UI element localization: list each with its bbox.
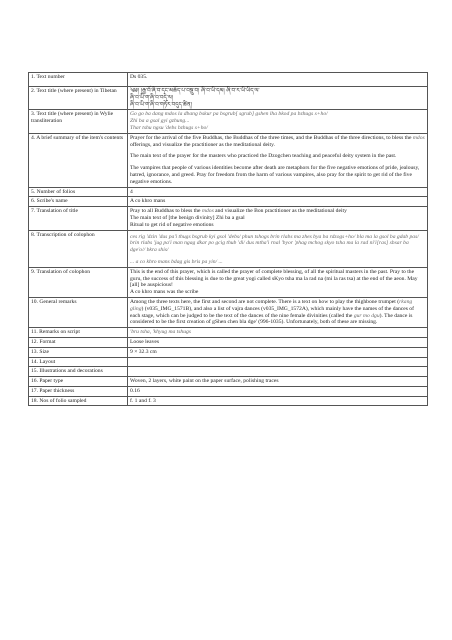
- row-folios: [29, 187, 428, 197]
- value-text-number: Ds 035.: [128, 73, 428, 87]
- value-colophon: [128, 230, 428, 267]
- row-translation-title: [29, 207, 428, 230]
- remarks-text: Among the three texts here, the first and second are not complete. There is a text on how to play the thighbone trumpet (: [130, 298, 400, 305]
- value-scribe: A co khro mans: [128, 197, 428, 207]
- value-folios: 4: [128, 187, 428, 197]
- row-text-number: [29, 73, 428, 87]
- wylie-line-2: Zhi ba a gsal gyi gzhung...: [130, 118, 190, 125]
- tibetan-line-1: ༄༅། །རྒྱ་བོ་ཞི་བ་དང་མཆོད་པ་བསྡུ་བ། ཞི་བ་ཡི་དམ། ཞི་བ་ར་ཡི་ཡིད་ལ་: [130, 88, 260, 94]
- value-format: Loose leaves: [128, 337, 428, 347]
- label-summary: 4. A brief summary of the item's contents: [29, 133, 128, 187]
- summary-text: offerings, and visualize the practitioner as the meditational deity.: [130, 141, 275, 148]
- row-folio-sampled: [29, 396, 428, 406]
- tibetan-line-2: ཞི་བ་ཡི་ག་ཞི་བ་བདེ་ལ།: [130, 94, 173, 101]
- summary-paragraph-3: The vampires that people of various identities become after death are metaphors for the five negative emotions of pride, jealousy, hatred, ignorance, and greed. Pray for freedom from the harm of various vampires, also pray for the spirit to get rid of the five negative emotions.: [130, 165, 420, 185]
- label-colophon-translation: 9. Translation of colophon: [29, 267, 128, 297]
- summary-paragraph-2: The main text of the prayer for the masters who practiced the Dzogchen teaching and peaceful deity system in the past.: [130, 153, 397, 160]
- catalogue-sheet: [28, 72, 428, 406]
- value-folio-sampled: f. 1 and f. 3: [128, 396, 428, 406]
- value-translation-title: [128, 207, 428, 230]
- summary-term: mdos: [412, 134, 425, 141]
- row-title-wylie: [29, 110, 428, 133]
- colophon-translation-paragraph-2: A co khro mans was the scribe: [130, 289, 199, 296]
- row-colophon: [29, 230, 428, 267]
- row-layout: [29, 357, 428, 367]
- label-text-number: 1. Text number: [29, 73, 128, 87]
- wylie-line-1: Go go ba dang mdos la dbang bskur pa bsgrub[ sgrub] gshen lha bkod pa bzhugs s+ho/: [130, 111, 328, 118]
- row-remarks: [29, 297, 428, 327]
- label-size: 13. Size: [29, 347, 128, 357]
- translation-text: and visualize the Bon practitioner as the meditational deity: [213, 208, 347, 215]
- label-script: 11. Remarks on script: [29, 328, 128, 338]
- label-folios: 5. Number of folios: [29, 187, 128, 197]
- value-script: 'bru tsha, 'khyug ma tshugs: [128, 328, 428, 338]
- translation-term: mdos: [201, 208, 214, 215]
- label-scribe: 6. Scribe's name: [29, 197, 128, 207]
- label-paper-thickness: 17. Paper thickness: [29, 386, 128, 396]
- summary-paragraph-1: [130, 135, 425, 149]
- remarks-text: ). The dance is considered to be the first creation of gShen chen bla dge' (996-1035). Unfortunately, both of these are missing.: [130, 312, 413, 326]
- row-illustrations: [29, 367, 428, 377]
- row-title-tibetan: [29, 87, 428, 110]
- row-colophon-translation: [29, 267, 428, 297]
- value-size: 9 × 32.3 cm: [128, 347, 428, 357]
- value-title-wylie: [128, 110, 428, 133]
- row-format: [29, 337, 428, 347]
- colophon-translation-paragraph-1: This is the end of this prayer, which is called the prayer of complete blessing, of all the spiritual masters in the past. Pray to the guru, the success of this blessing is due to the great yogi called sKyo tsha ma la rad na (mi la ras tsa) at the end of the aeon. May [all] be auspicious!: [130, 268, 418, 289]
- row-summary: [29, 133, 428, 187]
- remarks-term: gur mo dgu: [353, 312, 380, 319]
- label-translation-title: 7. Translation of title: [29, 207, 128, 230]
- remarks-term: rkang gling: [130, 298, 413, 312]
- row-script: [29, 328, 428, 338]
- label-colophon: 8. Transcription of colophon: [29, 230, 128, 267]
- translation-line-3: Ritual to get rid of negative emotions: [130, 221, 214, 228]
- value-remarks: [128, 297, 428, 327]
- row-paper-thickness: [29, 386, 428, 396]
- value-colophon-translation: [128, 267, 428, 297]
- translation-line-1: [130, 208, 425, 215]
- value-illustrations: [128, 367, 428, 377]
- colophon-paragraph-1: ces rig 'dzin 'dus pa'i thugs bsgrub kyi gsol 'debs/ phun tshogs brin rlabs ma zhes bya ba rdzogs+ho/ bla ma la gsol ba gdab pas/ brin rlabs 'jug pa'i man ngag dkar po gcig thub 'di/ dus mtha'i rnal 'byor 'phag mchog skyo tsha ma la rad ni'i[ras] sbsar ba dge'o// bkra shis/: [130, 233, 419, 254]
- label-paper-type: 16. Paper type: [29, 377, 128, 387]
- row-paper-type: [29, 377, 428, 387]
- translation-line-2: The main text of [the benign divinity] Zhi ba a gsal: [130, 214, 245, 221]
- label-title-wylie: 3. Text title (where present) in Wylie transliteration: [29, 110, 128, 133]
- row-scribe: [29, 197, 428, 207]
- summary-text: Prayer for the arrival of the five Buddhas, the Buddhas of the three times, and the Buddhas of the three directions, to bless the: [130, 134, 413, 141]
- label-remarks: 10. General remarks: [29, 297, 128, 327]
- value-paper-thickness: 0.16: [128, 386, 428, 396]
- value-paper-type: Woven, 2 layers, white paint on the paper surface, polishing traces: [128, 377, 428, 387]
- value-layout: [128, 357, 428, 367]
- label-folio-sampled: 18. Nos of folio sampled: [29, 396, 128, 406]
- label-title-tibetan: 2. Text title (where present) in Tibetan: [29, 87, 128, 110]
- label-illustrations: 15. Illustrations and decorations: [29, 367, 128, 377]
- tibetan-line-3: ཞི་བ་ཡི་ག་ཞི་བ་གཏོར་བདུད་ཚིན།: [130, 101, 192, 108]
- label-layout: 14. Layout: [29, 357, 128, 367]
- value-title-tibetan: [128, 87, 428, 110]
- colophon-paragraph-2: ... a co khro mans bdag gis bris pa yin/ ...: [130, 258, 223, 265]
- wylie-line-3: Thar tshu ngsu 'debs bzhugs s+ho/: [130, 124, 208, 131]
- label-format: 12. Format: [29, 337, 128, 347]
- row-size: [29, 347, 428, 357]
- metadata-table: [28, 72, 428, 406]
- value-summary: [128, 133, 428, 187]
- remarks-text: ) (v035_IMG_1571B), and also a list of vajra dances (v035_IMG_1572A), which mainly have the names of the dances of each stage, which can be judged to be the text of the dances of the nine female divinities (called the: [130, 305, 414, 319]
- translation-text: Pray to all Buddhas to bless the: [130, 208, 202, 215]
